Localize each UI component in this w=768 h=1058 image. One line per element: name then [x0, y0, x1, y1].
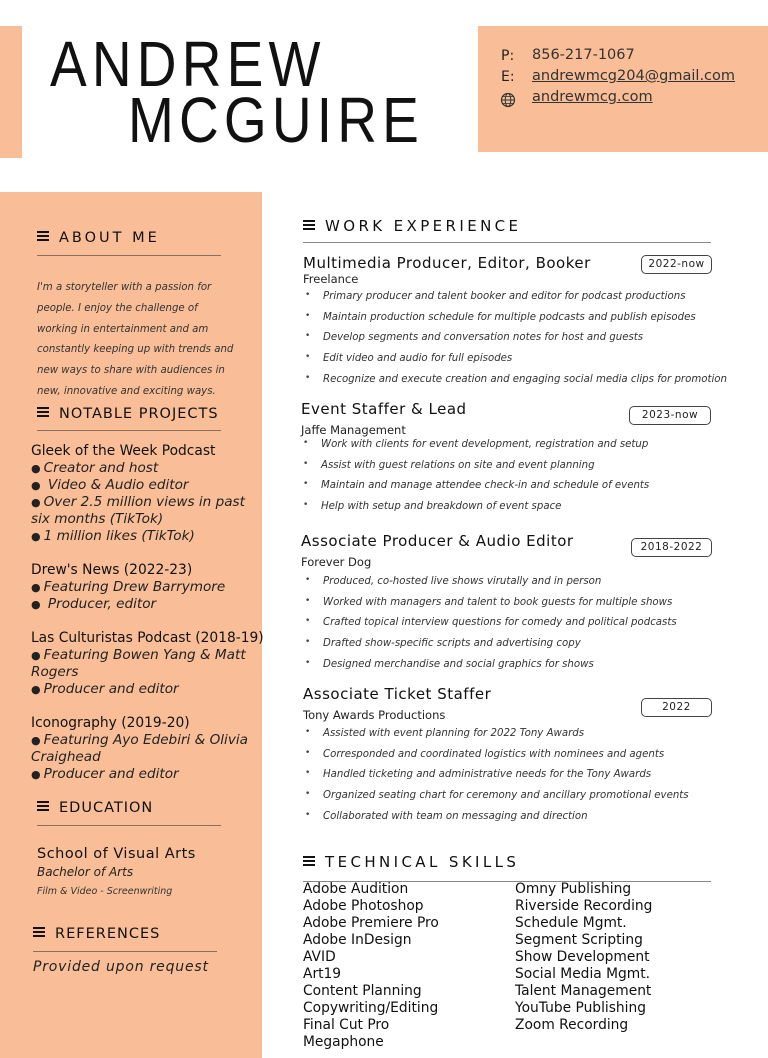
first-name: ANDREW — [50, 28, 326, 100]
skill-item: AVID — [303, 949, 336, 965]
projects-divider — [37, 430, 221, 431]
list-item: • Work with clients for event development, registration and setup — [303, 438, 649, 450]
project-point: ● Over 2.5 million views in past six months (TikTok) — [31, 494, 245, 527]
list-item: • Help with setup and breakdown of event space — [303, 500, 562, 513]
list-item: • Crafted topical interview questions for comedy and political podcasts — [305, 616, 677, 629]
skill-item: Final Cut Pro — [303, 1017, 390, 1033]
project-point: ● Producer and editor — [31, 681, 179, 697]
job-title: Event Staffer & Lead — [301, 400, 467, 418]
skills-column-2 — [515, 881, 652, 1034]
project-point: ● Featuring Ayo Edebiri & Olivia Craighead — [31, 732, 248, 765]
date-badge: 2022-now — [641, 255, 712, 274]
skill-item: Omny Publishing — [515, 881, 632, 897]
skill-item: Megaphone — [303, 1034, 384, 1050]
about-divider — [37, 255, 221, 256]
website-link[interactable]: andrewmcg.com — [532, 89, 653, 105]
about-heading: ABOUT ME — [37, 230, 160, 246]
school-name: School of Visual Arts — [37, 846, 196, 862]
skill-item: Art19 — [303, 966, 342, 982]
skill-item: Social Media Mgmt. — [515, 966, 651, 982]
job-bullets — [301, 439, 649, 522]
date-badge: 2022 — [641, 698, 712, 717]
job-title: Associate Producer & Audio Editor — [301, 532, 574, 550]
list-item: • Produced, co-hosted live shows virutally and in person — [305, 575, 602, 587]
date-badge: 2023-now — [629, 406, 711, 425]
list-item: • Drafted show-specific scripts and advertising copy — [305, 637, 581, 650]
phone-number: 856-217-1067 — [532, 47, 635, 63]
skill-item: Show Development — [515, 949, 650, 965]
job-bullets — [303, 728, 689, 831]
job-org: Freelance — [303, 272, 359, 286]
job-bullets — [303, 291, 727, 394]
work-heading: WORK EXPERIENCE — [303, 217, 521, 235]
references-text: Provided upon request — [33, 959, 209, 975]
list-item: • Maintain production schedule for multiple podcasts and publish episodes — [305, 310, 696, 323]
date-badge: 2018-2022 — [631, 538, 712, 557]
project-title: Iconography (2019-20) — [31, 715, 190, 731]
project-point: ● Producer and editor — [31, 766, 179, 782]
list-item: • Recognize and execute creation and engaging social media clips for promotion — [305, 372, 727, 385]
skill-item: Schedule Mgmt. — [515, 915, 627, 931]
list-item: • Handled ticketing and administrative needs for the Tony Awards — [305, 768, 652, 781]
phone-label: P: — [501, 48, 515, 64]
skill-item: Adobe Premiere Pro — [303, 915, 439, 931]
project-point: ● Featuring Bowen Yang & Matt Rogers — [31, 647, 246, 680]
project-title: Gleek of the Week Podcast — [31, 443, 216, 459]
menu-icon — [33, 927, 45, 937]
list-item: • Worked with managers and talent to book guests for multiple shows — [305, 595, 673, 608]
menu-icon — [37, 801, 49, 811]
skills-column-1 — [303, 881, 439, 1051]
list-item: • Develop segments and conversation notes for host and guests — [305, 331, 644, 344]
list-item: • Maintain and manage attendee check-in and schedule of events — [303, 479, 650, 492]
list-item: • Corresponded and coordinated logistics with nominees and agents — [305, 747, 665, 760]
job-title: Associate Ticket Staffer — [303, 685, 492, 703]
email-link[interactable]: andrewmcg204@gmail.com — [532, 68, 736, 84]
list-item: • Designed merchandise and social graphics for shows — [305, 657, 594, 670]
skill-item: Adobe InDesign — [303, 932, 412, 948]
menu-icon — [303, 220, 315, 230]
work-divider — [303, 242, 711, 243]
project-point: ● 1 million likes (TikTok) — [31, 528, 195, 544]
menu-icon — [303, 856, 315, 866]
menu-icon — [37, 231, 49, 241]
skill-item: YouTube Publishing — [515, 1000, 647, 1016]
list-item: • Edit video and audio for full episodes — [305, 352, 513, 365]
job-org: Forever Dog — [301, 555, 372, 569]
references-heading: REFERENCES — [33, 926, 160, 942]
skill-item: Content Planning — [303, 983, 422, 999]
job-org: Tony Awards Productions — [303, 708, 446, 722]
skill-item: Adobe Audition — [303, 881, 409, 897]
project-title: Drew's News (2022-23) — [31, 562, 193, 578]
globe-icon — [500, 92, 516, 108]
project-point: ● Creator and host — [31, 460, 159, 476]
education-heading: EDUCATION — [37, 800, 153, 816]
list-item: • Organized seating chart for ceremony and ancillary promotional events — [305, 789, 689, 802]
skill-item: Zoom Recording — [515, 1017, 629, 1033]
degree: Bachelor of Arts — [37, 865, 134, 879]
project-point: ● Producer, editor — [31, 596, 157, 612]
projects-heading: NOTABLE PROJECTS — [37, 406, 219, 422]
job-bullets — [303, 576, 677, 679]
list-item: • Assist with guest relations on site and event planning — [303, 458, 595, 471]
skill-item: Segment Scripting — [515, 932, 643, 948]
email-label: E: — [501, 69, 515, 85]
list-item: • Assisted with event planning for 2022 Tony Awards — [305, 727, 585, 739]
header-accent-bar — [0, 26, 22, 158]
skill-item: Riverside Recording — [515, 898, 653, 914]
list-item: • Primary producer and talent booker and editor for podcast productions — [305, 290, 686, 302]
project-point: ● Featuring Drew Barrymore — [31, 579, 226, 595]
contact-box — [478, 26, 768, 152]
focus: Film & Video - Screenwriting — [37, 886, 173, 897]
menu-icon — [37, 407, 49, 417]
skill-item: Talent Management — [515, 983, 652, 999]
skills-heading: TECHNICAL SKILLS — [303, 853, 519, 871]
education-divider — [37, 825, 221, 826]
references-divider — [33, 951, 217, 952]
about-text: I'm a storyteller with a passion for people. I enjoy the challenge of working in entertainment and am constantly keeping up with trends and new ways to share with audiences in new, innovative and exciting ways. — [37, 282, 234, 397]
project-point: ● Video & Audio editor — [31, 477, 189, 493]
skill-item: Copywriting/Editing — [303, 1000, 439, 1016]
skill-item: Adobe Photoshop — [303, 898, 424, 914]
project-title: Las Culturistas Podcast (2018-19) — [31, 630, 264, 646]
list-item: • Collaborated with team on messaging and direction — [305, 809, 588, 822]
job-org: Jaffe Management — [301, 423, 406, 437]
last-name: MCGUIRE — [128, 84, 425, 156]
job-title: Multimedia Producer, Editor, Booker — [303, 254, 591, 272]
